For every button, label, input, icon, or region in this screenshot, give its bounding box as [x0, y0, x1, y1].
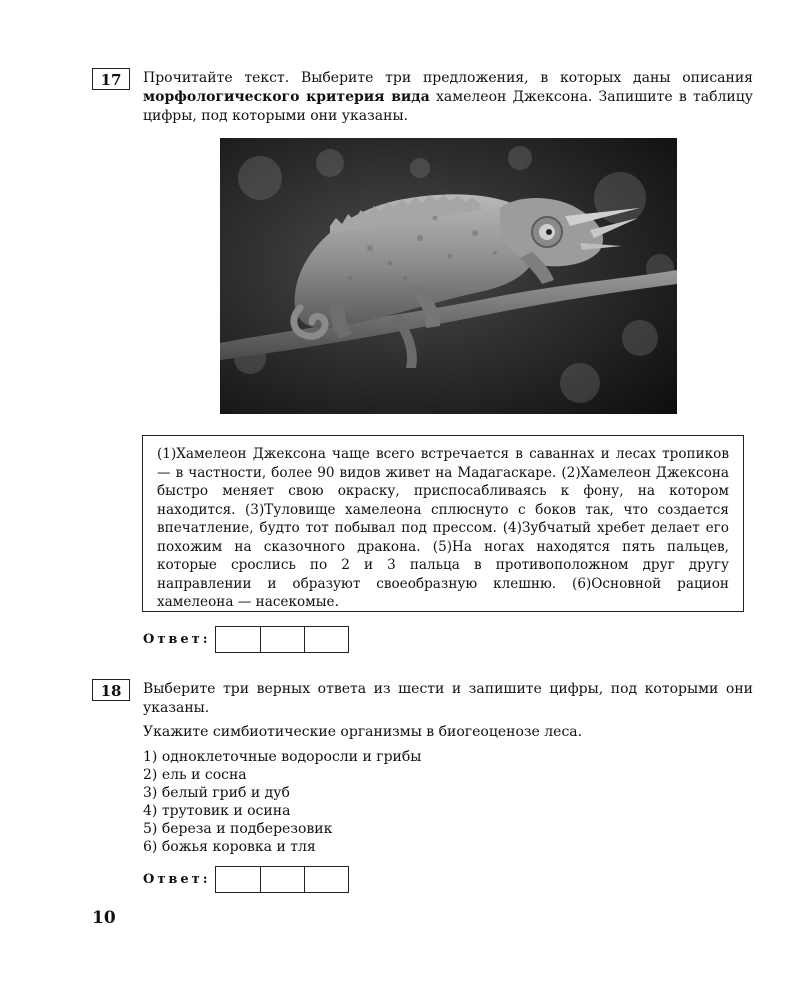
answer-cell[interactable]	[304, 867, 348, 892]
answer-cells	[215, 866, 349, 893]
answer-row-17	[143, 626, 349, 652]
q17-intro-part2: хамелеон Джексона. Запишите в таблицу цифры, под которыми они указаны.	[143, 89, 753, 124]
chameleon-photo	[220, 138, 677, 414]
question-18-prompt: Укажите симбиотические организмы в биогеоценозе леса.	[143, 724, 583, 740]
option-item: 6) божья коровка и тля	[143, 839, 316, 855]
answer-cell[interactable]	[260, 867, 304, 892]
answer-label: Ответ:	[143, 631, 211, 647]
option-item: 2) ель и сосна	[143, 767, 247, 783]
answer-row-18	[143, 866, 349, 892]
options-list	[143, 748, 421, 856]
question-17-instruction	[143, 69, 753, 126]
passage-text: (1)Хамелеон Джексона чаще всего встречается в саваннах и лесах тропиков — в частности, более 90 видов живет на Мадагаскаре. (2)Хамелеон Джексона быстро меняет свою окраску, приспосабливаясь к фону, на котором находится. (3)Туловище хамелеона сплюснуто с боков так, что создается впечатление, будто тот побывал под прессом. (4)Зубчатый хребет делает его похожим на сказочного дракона. (5)На ногах находятся пять пальцев, которые срослись по 2 и 3 пальца в противоположном друг другу направлении и образуют своеобразную клешню. (6)Основной рацион хамелеона — насекомые.	[142, 435, 744, 612]
answer-cell[interactable]	[216, 867, 260, 892]
option-item: 5) береза и подберезовик	[143, 821, 333, 837]
q17-intro-part1: Прочитайте текст. Выберите три предложения, в которых даны описания	[143, 70, 753, 86]
answer-cell[interactable]	[260, 627, 304, 652]
answer-cells	[215, 626, 349, 653]
page-number: 10	[92, 908, 116, 928]
question-18-instruction: Выберите три верных ответа из шести и запишите цифры, под которыми они указаны.	[143, 681, 753, 716]
option-item: 4) трутовик и осина	[143, 803, 291, 819]
question-number-18: 18	[92, 679, 130, 701]
q17-intro-bold: морфологического критерия вида	[143, 89, 430, 105]
answer-label: Ответ:	[143, 871, 211, 887]
question-number-17: 17	[92, 68, 130, 90]
option-item: 3) белый гриб и дуб	[143, 785, 290, 801]
chameleon-illustration	[220, 138, 677, 414]
answer-cell[interactable]	[216, 627, 260, 652]
option-item: 1) одноклеточные водоросли и грибы	[143, 749, 422, 765]
answer-cell[interactable]	[304, 627, 348, 652]
